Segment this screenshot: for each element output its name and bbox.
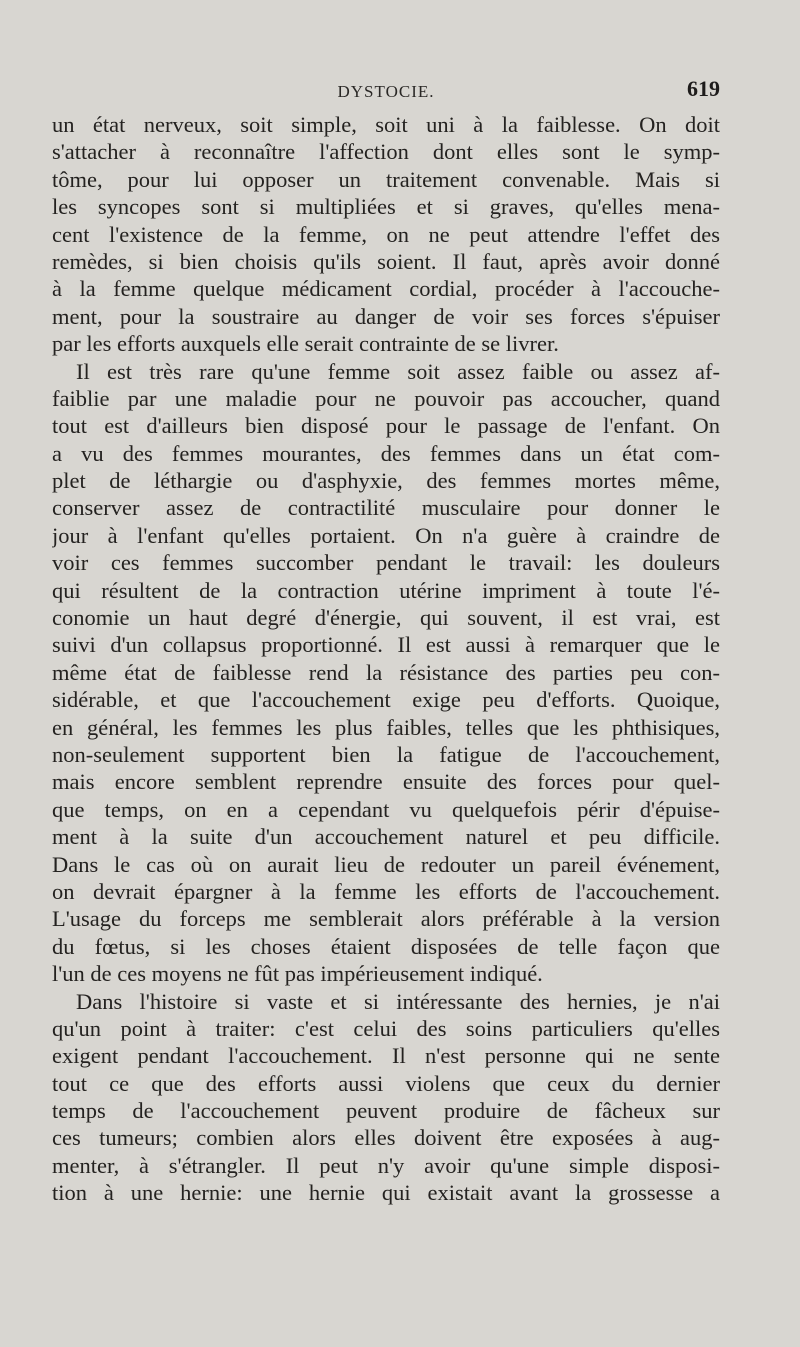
text-line: menter, à s'étrangler. Il peut n'y avoir qu'une simple disposi- bbox=[52, 1152, 720, 1178]
text-line: ment à la suite d'un accouchement naturel et peu difficile. bbox=[52, 824, 720, 850]
text-line: jour à l'enfant qu'elles portaient. On n'a guère à craindre de bbox=[52, 522, 720, 548]
text-line: temps de l'accouchement peuvent produire de fâcheux sur bbox=[52, 1098, 720, 1124]
text-line: Dans le cas où on aurait lieu de redouter un pareil événement, bbox=[52, 851, 720, 877]
text-line: voir ces femmes succomber pendant le travail: les douleurs bbox=[52, 550, 720, 576]
text-line: L'usage du forceps me semblerait alors préférable à la version bbox=[52, 906, 720, 932]
text-line: conomie un haut degré d'énergie, qui souvent, il est vrai, est bbox=[52, 605, 720, 631]
text-line: tôme, pour lui opposer un traitement convenable. Mais si bbox=[52, 166, 720, 192]
text-line: a vu des femmes mourantes, des femmes dans un état com- bbox=[52, 440, 720, 466]
text-line: tout ce que des efforts aussi violens que ceux du dernier bbox=[52, 1070, 720, 1096]
text-line: conserver assez de contractilité musculaire pour donner le bbox=[52, 495, 720, 521]
text-line: mais encore semblent reprendre ensuite des forces pour quel- bbox=[52, 769, 720, 795]
text-line: même état de faiblesse rend la résistance des parties peu con- bbox=[52, 659, 720, 685]
text-line: du fœtus, si les choses étaient disposées de telle façon que bbox=[52, 933, 720, 959]
text-line: cent l'existence de la femme, on ne peut attendre l'effet des bbox=[52, 221, 720, 247]
text-line: tout est d'ailleurs bien disposé pour le passage de l'enfant. On bbox=[52, 413, 720, 439]
page-number: 619 bbox=[687, 76, 720, 101]
text-line: qui résultent de la contraction utérine impriment à toute l'é- bbox=[52, 577, 720, 603]
text-line: suivi d'un collapsus proportionné. Il est aussi à remarquer que le bbox=[52, 632, 720, 658]
text-line: en général, les femmes les plus faibles, telles que les phthisiques, bbox=[52, 714, 720, 740]
text-line: par les efforts auxquels elle serait contrainte de se livrer. bbox=[52, 331, 559, 357]
body-text bbox=[52, 111, 720, 1207]
text-line: l'un de ces moyens ne fût pas impérieusement indiqué. bbox=[52, 961, 543, 987]
text-line: à la femme quelque médicament cordial, procéder à l'accouche- bbox=[52, 276, 720, 302]
text-line: faiblie par une maladie pour ne pouvoir pas accoucher, quand bbox=[52, 385, 720, 411]
text-line: on devrait épargner à la femme les efforts de l'accouchement. bbox=[52, 878, 720, 904]
text-line: qu'un point à traiter: c'est celui des soins particuliers qu'elles bbox=[52, 1015, 720, 1041]
text-line: plet de léthargie ou d'asphyxie, des femmes mortes même, bbox=[52, 468, 720, 494]
text-line: que temps, on en a cependant vu quelquefois périr d'épuise- bbox=[52, 796, 720, 822]
text-line: sidérable, et que l'accouchement exige peu d'efforts. Quoique, bbox=[52, 687, 720, 713]
text-line: remèdes, si bien choisis qu'ils soient. Il faut, après avoir donné bbox=[52, 248, 720, 274]
text-line: exigent pendant l'accouchement. Il n'est personne qui ne sente bbox=[52, 1043, 720, 1069]
text-line: Il est très rare qu'une femme soit assez faible ou assez af- bbox=[76, 358, 720, 384]
text-line: Dans l'histoire si vaste et si intéressante des hernies, je n'ai bbox=[76, 988, 720, 1014]
text-line: ment, pour la soustraire au danger de voir ses forces s'épuiser bbox=[52, 303, 720, 329]
text-line: non-seulement supportent bien la fatigue de l'accouchement, bbox=[52, 741, 720, 767]
text-line: s'attacher à reconnaître l'affection dont elles sont le symp- bbox=[52, 139, 720, 165]
text-line: les syncopes sont si multipliées et si graves, qu'elles mena- bbox=[52, 194, 720, 220]
page-header bbox=[52, 76, 720, 104]
text-line: tion à une hernie: une hernie qui existait avant la grossesse a bbox=[52, 1180, 720, 1206]
text-line: un état nerveux, soit simple, soit uni à la faiblesse. On doit bbox=[52, 112, 720, 137]
text-line: ces tumeurs; combien alors elles doivent être exposées à aug- bbox=[52, 1125, 720, 1151]
running-title: DYSTOCIE. bbox=[337, 82, 435, 101]
